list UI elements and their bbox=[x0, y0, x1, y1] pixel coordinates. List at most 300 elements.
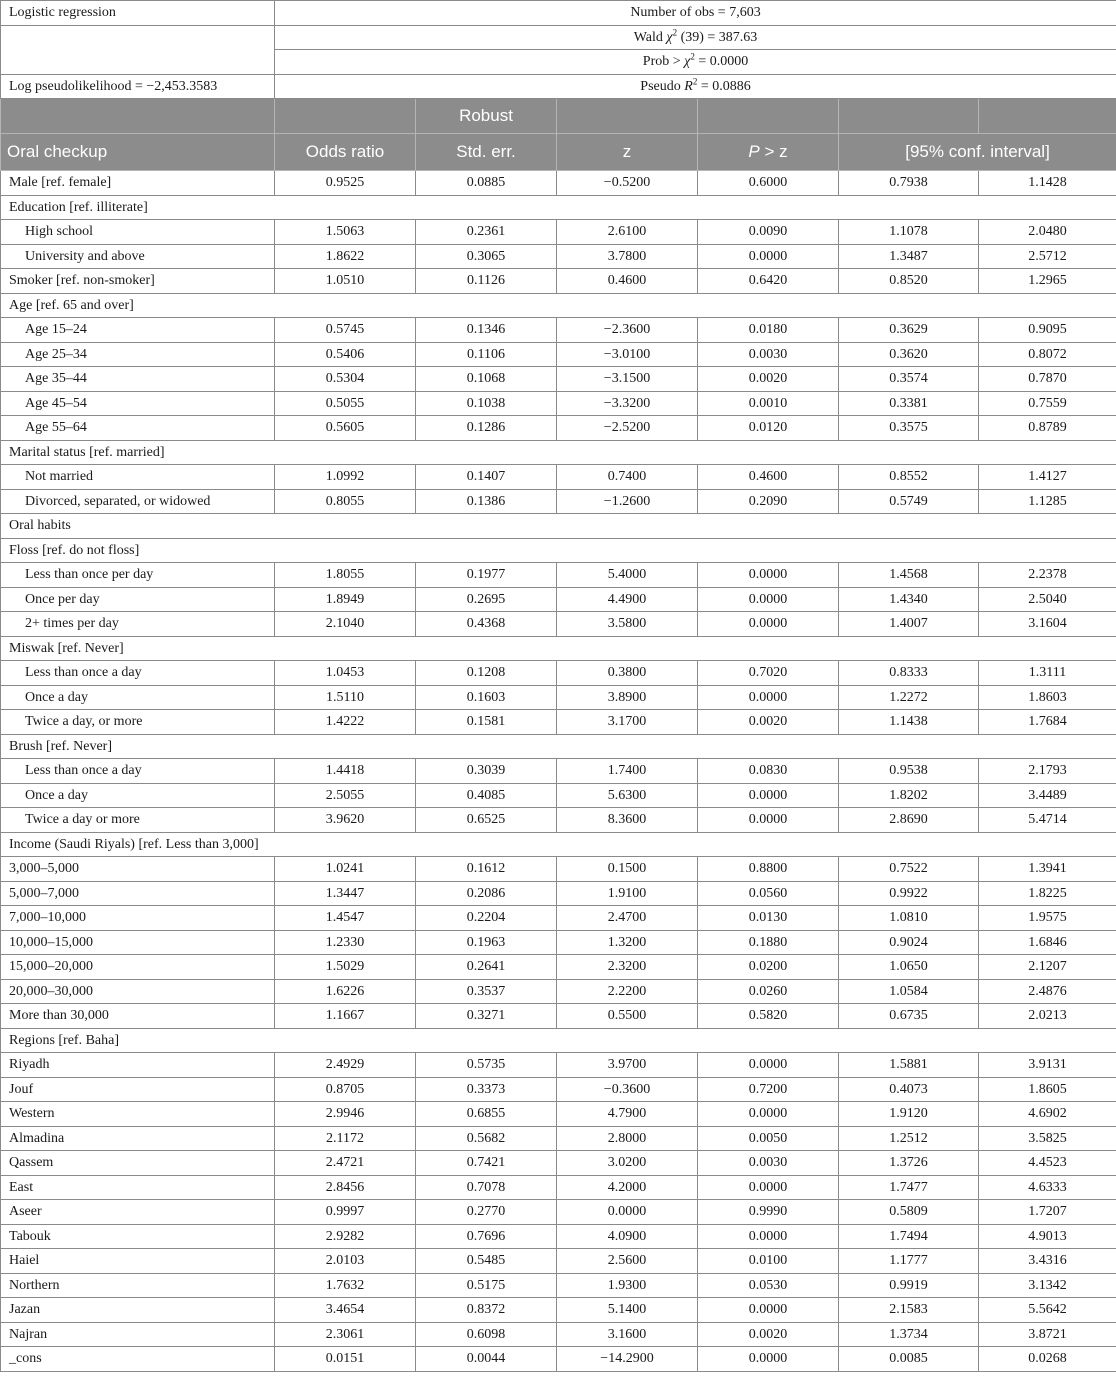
ci-lower-cell: 1.3487 bbox=[839, 244, 979, 269]
odds-ratio-cell: 2.1172 bbox=[275, 1126, 416, 1151]
table-row bbox=[1, 1298, 1116, 1323]
z-header: z bbox=[557, 134, 698, 171]
std-err-cell: 0.6098 bbox=[416, 1322, 557, 1347]
header-blank bbox=[839, 99, 979, 134]
z-cell: −14.2900 bbox=[557, 1347, 698, 1372]
odds-ratio-cell: 1.7632 bbox=[275, 1273, 416, 1298]
std-err-cell: 0.1038 bbox=[416, 391, 557, 416]
ci-upper-cell: 1.2965 bbox=[979, 269, 1116, 294]
odds-ratio-cell: 0.9997 bbox=[275, 1200, 416, 1225]
row-label: Twice a day or more bbox=[1, 808, 275, 833]
ci-upper-cell: 2.4876 bbox=[979, 979, 1116, 1004]
section-label: Floss [ref. do not floss] bbox=[1, 538, 1116, 563]
ci-lower-cell: 1.2272 bbox=[839, 685, 979, 710]
section-row bbox=[1, 514, 1116, 539]
p-value-cell: 0.0130 bbox=[698, 906, 839, 931]
z-cell: −2.5200 bbox=[557, 416, 698, 441]
table-row bbox=[1, 1077, 1116, 1102]
ci-upper-cell: 1.3111 bbox=[979, 661, 1116, 686]
table-row bbox=[1, 1175, 1116, 1200]
ci-upper-cell: 3.8721 bbox=[979, 1322, 1116, 1347]
p-value-header: P > z bbox=[698, 134, 839, 171]
z-cell: 0.7400 bbox=[557, 465, 698, 490]
section-label: Brush [ref. Never] bbox=[1, 734, 1116, 759]
wald-chi2: Wald $\chi^2$ (39) = 387.63 bbox=[275, 25, 1116, 50]
std-err-cell: 0.7078 bbox=[416, 1175, 557, 1200]
table-row bbox=[1, 1249, 1116, 1274]
header-blank bbox=[275, 99, 416, 134]
header-blank bbox=[557, 99, 698, 134]
section-row bbox=[1, 1028, 1116, 1053]
p-value-cell: 0.0560 bbox=[698, 881, 839, 906]
ci-upper-cell: 1.3941 bbox=[979, 857, 1116, 882]
meta-blank-cell bbox=[1, 25, 275, 74]
table-row bbox=[1, 416, 1116, 441]
z-cell: 4.2000 bbox=[557, 1175, 698, 1200]
std-err-cell: 0.6525 bbox=[416, 808, 557, 833]
table-row bbox=[1, 685, 1116, 710]
ci-lower-cell: 1.0650 bbox=[839, 955, 979, 980]
std-err-cell: 0.3537 bbox=[416, 979, 557, 1004]
row-label: 2+ times per day bbox=[1, 612, 275, 637]
z-cell: −3.3200 bbox=[557, 391, 698, 416]
z-cell: 5.4000 bbox=[557, 563, 698, 588]
ci-upper-cell: 3.1604 bbox=[979, 612, 1116, 637]
odds-ratio-cell: 2.9282 bbox=[275, 1224, 416, 1249]
table-row bbox=[1, 783, 1116, 808]
p-value-cell: 0.0000 bbox=[698, 808, 839, 833]
z-cell: −3.0100 bbox=[557, 342, 698, 367]
z-cell: 2.3200 bbox=[557, 955, 698, 980]
ci-upper-cell: 5.5642 bbox=[979, 1298, 1116, 1323]
row-label: Riyadh bbox=[1, 1053, 275, 1078]
std-err-cell: 0.1963 bbox=[416, 930, 557, 955]
std-err-cell: 0.2641 bbox=[416, 955, 557, 980]
section-label: Age [ref. 65 and over] bbox=[1, 293, 1116, 318]
table-row bbox=[1, 563, 1116, 588]
table-row bbox=[1, 171, 1116, 196]
ci-upper-cell: 0.7559 bbox=[979, 391, 1116, 416]
table-row bbox=[1, 465, 1116, 490]
meta-row bbox=[1, 25, 1116, 50]
table-row bbox=[1, 367, 1116, 392]
z-cell: 3.0200 bbox=[557, 1151, 698, 1176]
section-label: Education [ref. illiterate] bbox=[1, 195, 1116, 220]
z-cell: 0.4600 bbox=[557, 269, 698, 294]
table-row bbox=[1, 1224, 1116, 1249]
row-label: Jazan bbox=[1, 1298, 275, 1323]
odds-ratio-cell: 1.4222 bbox=[275, 710, 416, 735]
section-label: Miswak [ref. Never] bbox=[1, 636, 1116, 661]
ci-lower-cell: 1.5881 bbox=[839, 1053, 979, 1078]
std-err-cell: 0.0885 bbox=[416, 171, 557, 196]
ci-lower-cell: 0.9919 bbox=[839, 1273, 979, 1298]
header-blank bbox=[979, 99, 1116, 134]
ci-upper-cell: 2.0480 bbox=[979, 220, 1116, 245]
z-cell: 1.9300 bbox=[557, 1273, 698, 1298]
std-err-cell: 0.4085 bbox=[416, 783, 557, 808]
p-value-cell: 0.0020 bbox=[698, 367, 839, 392]
ci-lower-cell: 2.1583 bbox=[839, 1298, 979, 1323]
p-value-cell: 0.0530 bbox=[698, 1273, 839, 1298]
z-cell: 5.6300 bbox=[557, 783, 698, 808]
p-value-cell: 0.0000 bbox=[698, 612, 839, 637]
std-err-cell: 0.2770 bbox=[416, 1200, 557, 1225]
p-value-cell: 0.0000 bbox=[698, 244, 839, 269]
odds-ratio-cell: 1.2330 bbox=[275, 930, 416, 955]
ci-upper-cell: 2.5040 bbox=[979, 587, 1116, 612]
ci-lower-cell: 1.3734 bbox=[839, 1322, 979, 1347]
std-err-cell: 0.1208 bbox=[416, 661, 557, 686]
std-err-cell: 0.7421 bbox=[416, 1151, 557, 1176]
ci-lower-cell: 1.4340 bbox=[839, 587, 979, 612]
std-err-cell: 0.1612 bbox=[416, 857, 557, 882]
ci-lower-cell: 0.8333 bbox=[839, 661, 979, 686]
table-row bbox=[1, 1322, 1116, 1347]
row-label: Less than once per day bbox=[1, 563, 275, 588]
row-label: 20,000–30,000 bbox=[1, 979, 275, 1004]
table-row bbox=[1, 906, 1116, 931]
ci-lower-cell: 1.9120 bbox=[839, 1102, 979, 1127]
row-label: 10,000–15,000 bbox=[1, 930, 275, 955]
odds-ratio-cell: 0.9525 bbox=[275, 171, 416, 196]
z-cell: 3.9700 bbox=[557, 1053, 698, 1078]
ci-upper-cell: 3.9131 bbox=[979, 1053, 1116, 1078]
ci-upper-cell: 2.5712 bbox=[979, 244, 1116, 269]
odds-ratio-cell: 1.3447 bbox=[275, 881, 416, 906]
row-label: Twice a day, or more bbox=[1, 710, 275, 735]
std-err-cell: 0.4368 bbox=[416, 612, 557, 637]
odds-ratio-cell: 0.8055 bbox=[275, 489, 416, 514]
log-pseudolikelihood: Log pseudolikelihood = −2,453.3583 bbox=[1, 74, 275, 99]
odds-ratio-header: Odds ratio bbox=[275, 134, 416, 171]
ci-upper-cell: 1.9575 bbox=[979, 906, 1116, 931]
odds-ratio-cell: 1.5110 bbox=[275, 685, 416, 710]
odds-ratio-cell: 1.4547 bbox=[275, 906, 416, 931]
std-err-cell: 0.2361 bbox=[416, 220, 557, 245]
ci-upper-cell: 1.4127 bbox=[979, 465, 1116, 490]
std-err-cell: 0.5485 bbox=[416, 1249, 557, 1274]
p-value-cell: 0.0090 bbox=[698, 220, 839, 245]
ci-lower-cell: 0.9922 bbox=[839, 881, 979, 906]
z-cell: 2.2200 bbox=[557, 979, 698, 1004]
z-cell: 1.3200 bbox=[557, 930, 698, 955]
p-value-cell: 0.0000 bbox=[698, 685, 839, 710]
ci-lower-cell: 0.3620 bbox=[839, 342, 979, 367]
ci-lower-cell: 2.8690 bbox=[839, 808, 979, 833]
ci-upper-cell: 4.4523 bbox=[979, 1151, 1116, 1176]
table-row bbox=[1, 881, 1116, 906]
table-row bbox=[1, 1347, 1116, 1372]
section-row bbox=[1, 195, 1116, 220]
table-row bbox=[1, 342, 1116, 367]
row-label: 5,000–7,000 bbox=[1, 881, 275, 906]
table-row bbox=[1, 587, 1116, 612]
row-label: Less than once a day bbox=[1, 759, 275, 784]
section-row bbox=[1, 293, 1116, 318]
p-value-cell: 0.0030 bbox=[698, 1151, 839, 1176]
std-err-cell: 0.5735 bbox=[416, 1053, 557, 1078]
table-row bbox=[1, 1126, 1116, 1151]
section-label: Income (Saudi Riyals) [ref. Less than 3,000] bbox=[1, 832, 1116, 857]
row-label: Age 55–64 bbox=[1, 416, 275, 441]
p-value-cell: 0.7200 bbox=[698, 1077, 839, 1102]
p-value-cell: 0.1880 bbox=[698, 930, 839, 955]
odds-ratio-cell: 1.8055 bbox=[275, 563, 416, 588]
section-label: Regions [ref. Baha] bbox=[1, 1028, 1116, 1053]
row-label: Male [ref. female] bbox=[1, 171, 275, 196]
model-name: Logistic regression bbox=[1, 1, 275, 26]
odds-ratio-cell: 1.0992 bbox=[275, 465, 416, 490]
odds-ratio-cell: 0.5406 bbox=[275, 342, 416, 367]
std-err-cell: 0.1407 bbox=[416, 465, 557, 490]
row-label: 15,000–20,000 bbox=[1, 955, 275, 980]
table-row bbox=[1, 220, 1116, 245]
ci-lower-cell: 0.8552 bbox=[839, 465, 979, 490]
ci-lower-cell: 0.3629 bbox=[839, 318, 979, 343]
odds-ratio-cell: 2.3061 bbox=[275, 1322, 416, 1347]
p-value-cell: 0.0000 bbox=[698, 1175, 839, 1200]
ci-lower-cell: 0.5809 bbox=[839, 1200, 979, 1225]
conf-interval-header: [95% conf. interval] bbox=[839, 134, 1116, 171]
table-row bbox=[1, 244, 1116, 269]
table-row bbox=[1, 955, 1116, 980]
std-err-cell: 0.0044 bbox=[416, 1347, 557, 1372]
row-label: Not married bbox=[1, 465, 275, 490]
z-cell: 8.3600 bbox=[557, 808, 698, 833]
p-value-cell: 0.0180 bbox=[698, 318, 839, 343]
ci-upper-cell: 1.8225 bbox=[979, 881, 1116, 906]
z-cell: −0.5200 bbox=[557, 171, 698, 196]
ci-upper-cell: 1.8603 bbox=[979, 685, 1116, 710]
z-cell: 2.8000 bbox=[557, 1126, 698, 1151]
z-cell: 4.0900 bbox=[557, 1224, 698, 1249]
table-row bbox=[1, 1273, 1116, 1298]
std-err-cell: 0.8372 bbox=[416, 1298, 557, 1323]
oral-checkup-header: Oral checkup bbox=[1, 134, 275, 171]
z-cell: 2.4700 bbox=[557, 906, 698, 931]
std-err-cell: 0.3373 bbox=[416, 1077, 557, 1102]
ci-upper-cell: 3.5825 bbox=[979, 1126, 1116, 1151]
p-value-cell: 0.0030 bbox=[698, 342, 839, 367]
ci-upper-cell: 1.8605 bbox=[979, 1077, 1116, 1102]
odds-ratio-cell: 0.0151 bbox=[275, 1347, 416, 1372]
odds-ratio-cell: 1.8622 bbox=[275, 244, 416, 269]
meta-row bbox=[1, 74, 1116, 99]
ci-lower-cell: 0.0085 bbox=[839, 1347, 979, 1372]
row-label: Divorced, separated, or widowed bbox=[1, 489, 275, 514]
std-err-cell: 0.1977 bbox=[416, 563, 557, 588]
ci-upper-cell: 1.7207 bbox=[979, 1200, 1116, 1225]
ci-upper-cell: 2.0213 bbox=[979, 1004, 1116, 1029]
odds-ratio-cell: 2.0103 bbox=[275, 1249, 416, 1274]
prob-chi2: Prob > $\chi^2 = 0.0000$ bbox=[275, 50, 1116, 75]
ci-upper-cell: 4.6333 bbox=[979, 1175, 1116, 1200]
robust-label: Robust bbox=[416, 99, 557, 134]
std-err-cell: 0.7696 bbox=[416, 1224, 557, 1249]
table-row bbox=[1, 269, 1116, 294]
z-cell: 3.7800 bbox=[557, 244, 698, 269]
row-label: University and above bbox=[1, 244, 275, 269]
odds-ratio-cell: 1.5063 bbox=[275, 220, 416, 245]
ci-lower-cell: 0.3575 bbox=[839, 416, 979, 441]
table-row bbox=[1, 1053, 1116, 1078]
ci-upper-cell: 1.6846 bbox=[979, 930, 1116, 955]
odds-ratio-cell: 2.9946 bbox=[275, 1102, 416, 1127]
std-err-cell: 0.1106 bbox=[416, 342, 557, 367]
ci-upper-cell: 3.4489 bbox=[979, 783, 1116, 808]
odds-ratio-cell: 1.0241 bbox=[275, 857, 416, 882]
z-cell: −1.2600 bbox=[557, 489, 698, 514]
ci-upper-cell: 0.0268 bbox=[979, 1347, 1116, 1372]
p-value-cell: 0.0010 bbox=[698, 391, 839, 416]
header-row-2 bbox=[1, 134, 1116, 171]
table-row bbox=[1, 661, 1116, 686]
ci-lower-cell: 1.8202 bbox=[839, 783, 979, 808]
ci-lower-cell: 0.9024 bbox=[839, 930, 979, 955]
header-blank bbox=[698, 99, 839, 134]
p-value-cell: 0.0000 bbox=[698, 1102, 839, 1127]
p-value-cell: 0.0050 bbox=[698, 1126, 839, 1151]
odds-ratio-cell: 1.6226 bbox=[275, 979, 416, 1004]
row-label: More than 30,000 bbox=[1, 1004, 275, 1029]
odds-ratio-cell: 3.4654 bbox=[275, 1298, 416, 1323]
ci-upper-cell: 2.2378 bbox=[979, 563, 1116, 588]
table-row bbox=[1, 318, 1116, 343]
z-cell: 4.4900 bbox=[557, 587, 698, 612]
z-cell: 0.5500 bbox=[557, 1004, 698, 1029]
header-row-1 bbox=[1, 99, 1116, 134]
p-value-cell: 0.5820 bbox=[698, 1004, 839, 1029]
ci-lower-cell: 1.4007 bbox=[839, 612, 979, 637]
z-cell: −2.3600 bbox=[557, 318, 698, 343]
table-row bbox=[1, 1151, 1116, 1176]
p-value-cell: 0.6000 bbox=[698, 171, 839, 196]
p-value-cell: 0.7020 bbox=[698, 661, 839, 686]
ci-lower-cell: 0.7938 bbox=[839, 171, 979, 196]
ci-lower-cell: 0.4073 bbox=[839, 1077, 979, 1102]
odds-ratio-cell: 0.8705 bbox=[275, 1077, 416, 1102]
ci-upper-cell: 4.6902 bbox=[979, 1102, 1116, 1127]
std-err-cell: 0.2204 bbox=[416, 906, 557, 931]
odds-ratio-cell: 2.5055 bbox=[275, 783, 416, 808]
section-row bbox=[1, 832, 1116, 857]
p-value-cell: 0.0020 bbox=[698, 710, 839, 735]
p-value-cell: 0.0000 bbox=[698, 1053, 839, 1078]
ci-upper-cell: 1.1428 bbox=[979, 171, 1116, 196]
row-label: Once per day bbox=[1, 587, 275, 612]
z-cell: 5.1400 bbox=[557, 1298, 698, 1323]
odds-ratio-cell: 1.0453 bbox=[275, 661, 416, 686]
std-err-header: Std. err. bbox=[416, 134, 557, 171]
row-label: Aseer bbox=[1, 1200, 275, 1225]
p-value-cell: 0.0120 bbox=[698, 416, 839, 441]
p-value-cell: 0.0000 bbox=[698, 783, 839, 808]
section-row bbox=[1, 734, 1116, 759]
table-row bbox=[1, 808, 1116, 833]
p-value-cell: 0.0000 bbox=[698, 1224, 839, 1249]
p-value-cell: 0.0830 bbox=[698, 759, 839, 784]
p-value-cell: 0.9990 bbox=[698, 1200, 839, 1225]
std-err-cell: 0.2695 bbox=[416, 587, 557, 612]
odds-ratio-cell: 2.1040 bbox=[275, 612, 416, 637]
z-cell: 1.7400 bbox=[557, 759, 698, 784]
odds-ratio-cell: 1.8949 bbox=[275, 587, 416, 612]
std-err-cell: 0.1126 bbox=[416, 269, 557, 294]
row-label: Age 25–34 bbox=[1, 342, 275, 367]
ci-lower-cell: 1.1078 bbox=[839, 220, 979, 245]
table-row bbox=[1, 759, 1116, 784]
std-err-cell: 0.3039 bbox=[416, 759, 557, 784]
odds-ratio-cell: 0.5304 bbox=[275, 367, 416, 392]
z-cell: 3.8900 bbox=[557, 685, 698, 710]
row-label: Less than once a day bbox=[1, 661, 275, 686]
ci-upper-cell: 1.1285 bbox=[979, 489, 1116, 514]
section-label: Marital status [ref. married] bbox=[1, 440, 1116, 465]
odds-ratio-cell: 2.4721 bbox=[275, 1151, 416, 1176]
ci-upper-cell: 3.1342 bbox=[979, 1273, 1116, 1298]
ci-lower-cell: 0.9538 bbox=[839, 759, 979, 784]
ci-upper-cell: 2.1207 bbox=[979, 955, 1116, 980]
ci-upper-cell: 2.1793 bbox=[979, 759, 1116, 784]
row-label: 3,000–5,000 bbox=[1, 857, 275, 882]
odds-ratio-cell: 1.5029 bbox=[275, 955, 416, 980]
std-err-cell: 0.6855 bbox=[416, 1102, 557, 1127]
table-row bbox=[1, 930, 1116, 955]
odds-ratio-cell: 1.1667 bbox=[275, 1004, 416, 1029]
ci-lower-cell: 0.5749 bbox=[839, 489, 979, 514]
p-value-cell: 0.0260 bbox=[698, 979, 839, 1004]
z-cell: 3.1700 bbox=[557, 710, 698, 735]
odds-ratio-cell: 0.5055 bbox=[275, 391, 416, 416]
ci-lower-cell: 0.3381 bbox=[839, 391, 979, 416]
ci-upper-cell: 0.7870 bbox=[979, 367, 1116, 392]
meta-row bbox=[1, 1, 1116, 26]
table-row bbox=[1, 857, 1116, 882]
ci-upper-cell: 5.4714 bbox=[979, 808, 1116, 833]
odds-ratio-cell: 1.0510 bbox=[275, 269, 416, 294]
ci-upper-cell: 1.7684 bbox=[979, 710, 1116, 735]
p-value-cell: 0.8800 bbox=[698, 857, 839, 882]
z-cell: −0.3600 bbox=[557, 1077, 698, 1102]
row-label: Once a day bbox=[1, 685, 275, 710]
std-err-cell: 0.1286 bbox=[416, 416, 557, 441]
std-err-cell: 0.1603 bbox=[416, 685, 557, 710]
z-cell: 3.5800 bbox=[557, 612, 698, 637]
section-row bbox=[1, 636, 1116, 661]
row-label: Age 15–24 bbox=[1, 318, 275, 343]
ci-lower-cell: 1.7494 bbox=[839, 1224, 979, 1249]
odds-ratio-cell: 3.9620 bbox=[275, 808, 416, 833]
ci-upper-cell: 0.8072 bbox=[979, 342, 1116, 367]
table-row bbox=[1, 979, 1116, 1004]
std-err-cell: 0.1346 bbox=[416, 318, 557, 343]
z-cell: 0.0000 bbox=[557, 1200, 698, 1225]
row-label: Age 35–44 bbox=[1, 367, 275, 392]
ci-upper-cell: 0.8789 bbox=[979, 416, 1116, 441]
table-row bbox=[1, 391, 1116, 416]
row-label: Tabouk bbox=[1, 1224, 275, 1249]
ci-lower-cell: 1.1438 bbox=[839, 710, 979, 735]
row-label: Western bbox=[1, 1102, 275, 1127]
row-label: Northern bbox=[1, 1273, 275, 1298]
odds-ratio-cell: 2.4929 bbox=[275, 1053, 416, 1078]
ci-lower-cell: 0.6735 bbox=[839, 1004, 979, 1029]
z-cell: −3.1500 bbox=[557, 367, 698, 392]
row-label: East bbox=[1, 1175, 275, 1200]
ci-lower-cell: 1.0810 bbox=[839, 906, 979, 931]
row-label: Haiel bbox=[1, 1249, 275, 1274]
